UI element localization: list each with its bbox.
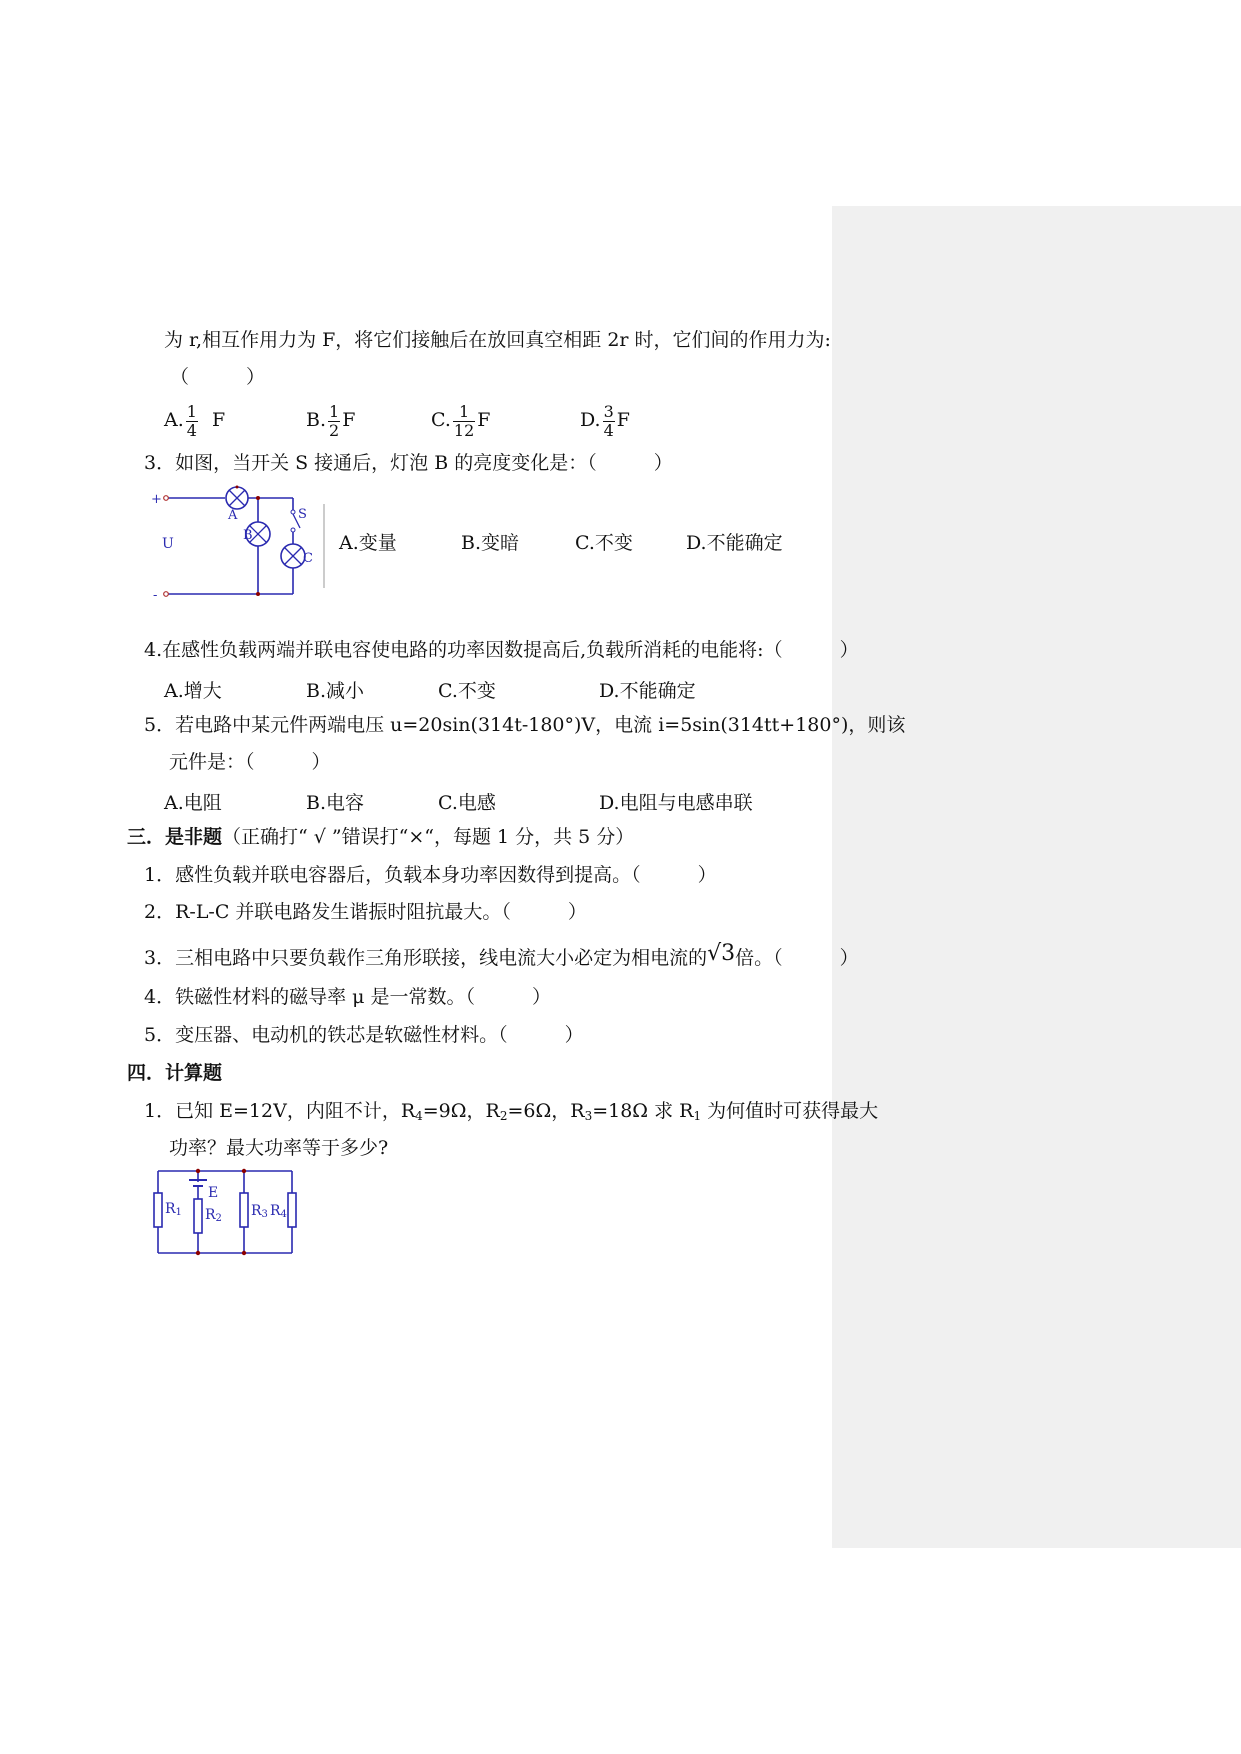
q3-option-d: D.不能确定 bbox=[686, 532, 783, 554]
q4-option-b: B.减小 bbox=[306, 680, 365, 702]
q2-option-a: A. $\frac{1}{4}$ F bbox=[164, 401, 226, 440]
q2-option-c: C. $\frac{1}{12}$ F bbox=[431, 401, 491, 440]
q5-stem-continuation: 元件是：（ ） bbox=[169, 751, 331, 773]
section4-title: 四．计算题 bbox=[127, 1062, 223, 1084]
tf-item-5: 5．变压器、电动机的铁芯是软磁性材料。（ ） bbox=[144, 1024, 584, 1046]
calc-r3-label: R3 bbox=[251, 1203, 268, 1220]
q4-option-a: A.增大 bbox=[164, 680, 222, 702]
calc-q1-stem: 1．已知 E=12V，内阻不计，$R_4=9\Omega$，$R_2=6\Omega$，$R_3=18\Omega$ 求 $R_1$ 为何值时可获得最大 bbox=[144, 1100, 879, 1123]
q5-option-d: D.电阻与电感串联 bbox=[599, 792, 753, 814]
calc-q1-stem-continuation: 功率？最大功率等于多少? bbox=[169, 1137, 389, 1159]
q3-lamp-b-label: B bbox=[243, 528, 253, 543]
q3-u-label: U bbox=[162, 536, 174, 552]
tf-item-1: 1．感性负载并联电容器后，负载本身功率因数得到提高。（ ） bbox=[144, 864, 717, 886]
q4-stem: 4.在感性负载两端并联电容使电路的功率因数提高后,负载所消耗的电能将:（ ） bbox=[144, 639, 859, 661]
q2-answer-paren: （ ） bbox=[170, 366, 266, 388]
q3-stem: 3．如图，当开关 S 接通后，灯泡 B 的亮度变化是：（ ） bbox=[144, 452, 673, 474]
section3-title: 三．是非题 bbox=[127, 826, 223, 848]
q3-lamp-c-label: C bbox=[303, 551, 313, 566]
q2-option-d: D. $\frac{3}{4}$ F bbox=[580, 401, 630, 440]
calc-q1-circuit-diagram bbox=[152, 1165, 302, 1260]
section3-heading bbox=[127, 825, 634, 849]
q3-switch-s-label: S bbox=[298, 507, 307, 522]
q2-option-b: B. $\frac{1}{2}$ F bbox=[306, 401, 356, 440]
q4-option-d: D.不能确定 bbox=[599, 680, 696, 702]
tf-item-3: 3．三相电路中只要负载作三角形联接，线电流大小必定为相电流的√3倍。（ ） bbox=[144, 941, 859, 969]
calc-r2-label: R2 bbox=[205, 1207, 222, 1224]
q2-options bbox=[164, 395, 724, 445]
calc-e-label: E bbox=[208, 1185, 219, 1201]
q3-lamp-a-label: A bbox=[228, 508, 238, 523]
q5-option-b: B.电容 bbox=[306, 792, 365, 814]
q3-circuit-diagram bbox=[148, 482, 338, 602]
q3-minus-label: - bbox=[153, 588, 158, 602]
tf-item-2: 2．R-L-C 并联电路发生谐振时阻抗最大。（ ） bbox=[144, 901, 587, 923]
calc-r4-label: R4 bbox=[270, 1203, 287, 1220]
q5-stem: 5．若电路中某元件两端电压 u=20sin(314t-180°)V，电流 i=5sin(314tt+180°)，则该 bbox=[144, 714, 906, 736]
q3-plus-label: + bbox=[151, 492, 162, 507]
sqrt3-symbol: √3 bbox=[707, 941, 736, 966]
q3-option-c: C.不变 bbox=[575, 532, 633, 554]
calc-r1-label: R1 bbox=[165, 1201, 182, 1218]
q3-option-a: A.变量 bbox=[339, 532, 397, 554]
comment-margin-panel bbox=[832, 206, 1241, 1548]
tf-item-4: 4．铁磁性材料的磁导率 μ 是一常数。（ ） bbox=[144, 986, 552, 1008]
q3-option-b: B.变暗 bbox=[461, 532, 520, 554]
section3-note: （正确打“ √ ”错误打“×“，每题 1 分，共 5 分） bbox=[222, 826, 635, 848]
q5-option-c: C.电感 bbox=[438, 792, 496, 814]
q2-stem-continuation: 为 r,相互作用力为 F，将它们接触后在放回真空相距 2r 时，它们间的作用力为: bbox=[164, 329, 831, 351]
q4-option-c: C.不变 bbox=[438, 680, 496, 702]
q5-option-a: A.电阻 bbox=[164, 792, 222, 814]
